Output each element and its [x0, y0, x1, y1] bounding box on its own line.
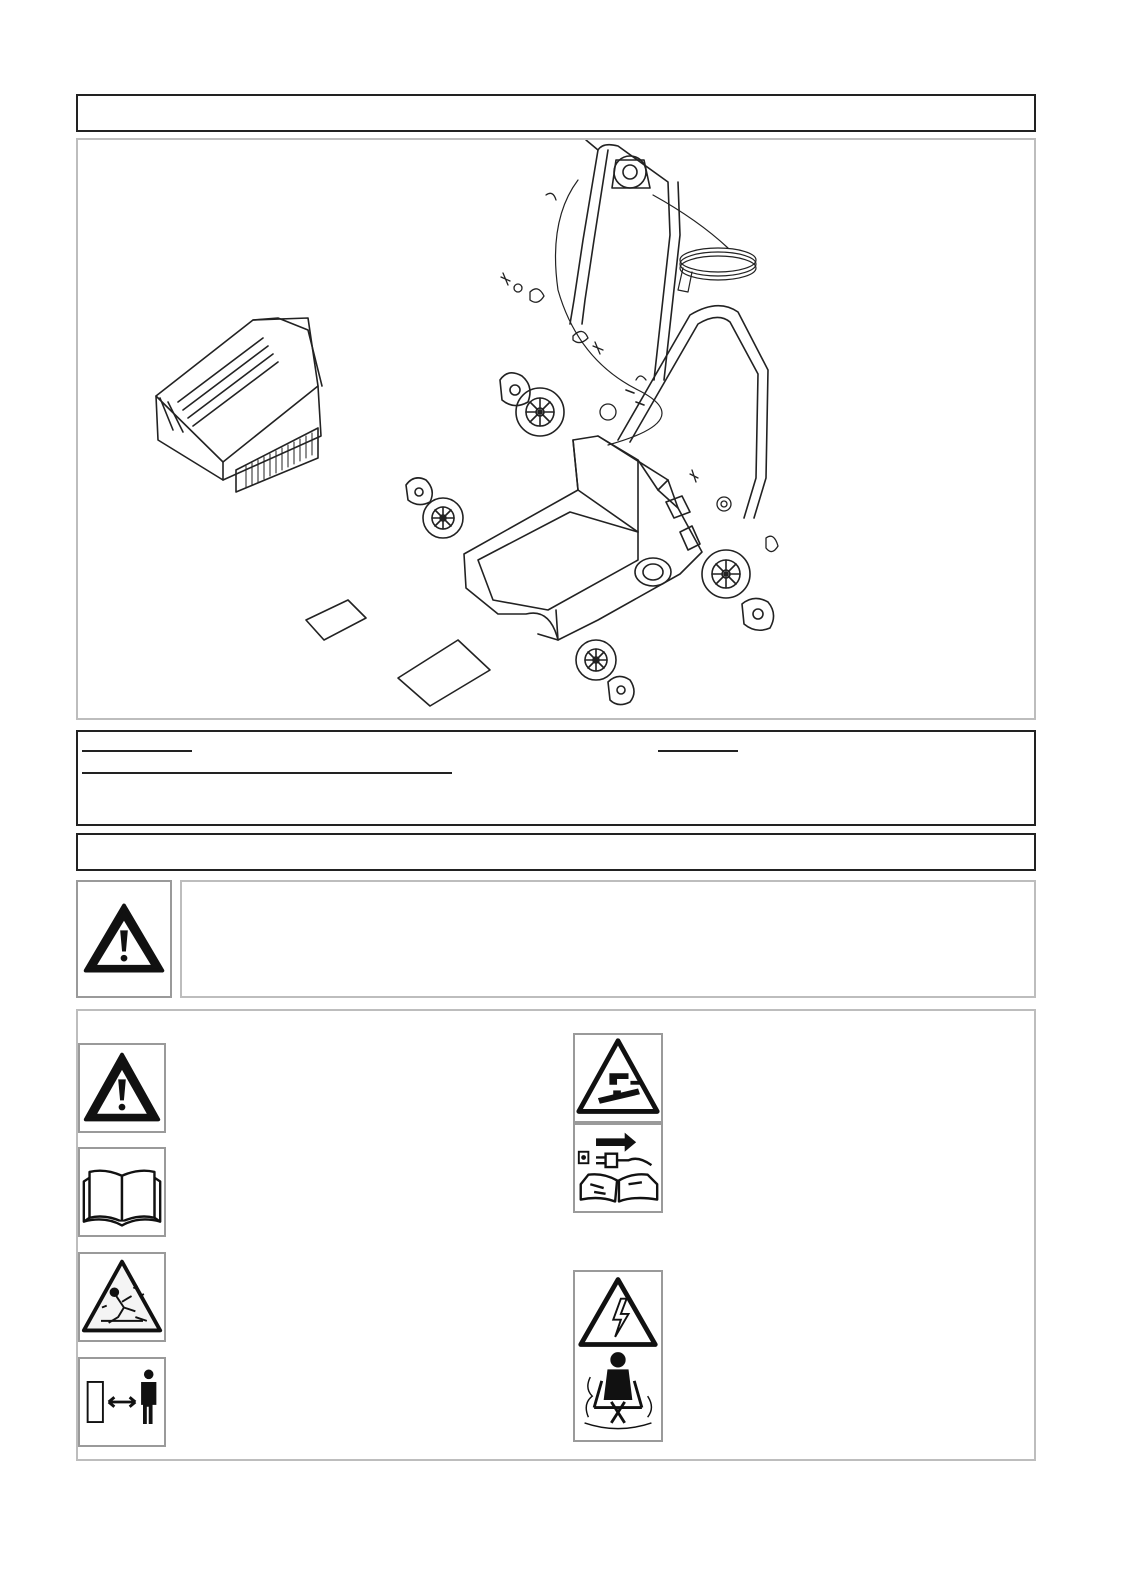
- symbol-general-warning: [78, 1043, 166, 1133]
- rotating-blades-warning-icon: [575, 1035, 661, 1121]
- upper-handle-drawing: [570, 140, 680, 380]
- keep-distance-icon: [80, 1359, 164, 1445]
- screws-and-knobs-drawing: [501, 193, 778, 551]
- underline-3: [82, 772, 452, 774]
- grass-collector-drawing: [156, 318, 322, 492]
- exploded-view-drawing: [78, 140, 1034, 718]
- read-manual-icon: [80, 1149, 164, 1235]
- general-warning-icon: [78, 882, 170, 996]
- symbol-electric-shock: [573, 1270, 663, 1442]
- lower-handle-drawing: [618, 306, 768, 518]
- general-warning-icon: [80, 1045, 164, 1131]
- safety-title-bar: [76, 833, 1036, 871]
- underline-1: [82, 750, 192, 752]
- symbol-flying-objects: [78, 1252, 166, 1342]
- electric-shock-cable-icon: [575, 1272, 661, 1440]
- symbols-panel: [76, 1009, 1036, 1461]
- warning-icon-box: [76, 880, 172, 998]
- flying-objects-warning-icon: [80, 1254, 164, 1340]
- unplug-before-maintenance-icon: [575, 1125, 661, 1211]
- warning-text-panel: [180, 880, 1036, 998]
- symbol-rotating-blades: [573, 1033, 663, 1123]
- parts-description-box: [76, 730, 1036, 826]
- wheels-drawing: [423, 388, 750, 680]
- symbol-keep-distance: [78, 1357, 166, 1447]
- exploded-view-panel: [76, 138, 1036, 720]
- symbol-unplug-maintenance: [573, 1123, 663, 1213]
- section-title-bar: [76, 94, 1036, 132]
- mower-deck-drawing: [464, 436, 702, 640]
- documents-drawing: [306, 600, 490, 706]
- underline-2: [658, 750, 738, 752]
- symbol-read-manual: [78, 1147, 166, 1237]
